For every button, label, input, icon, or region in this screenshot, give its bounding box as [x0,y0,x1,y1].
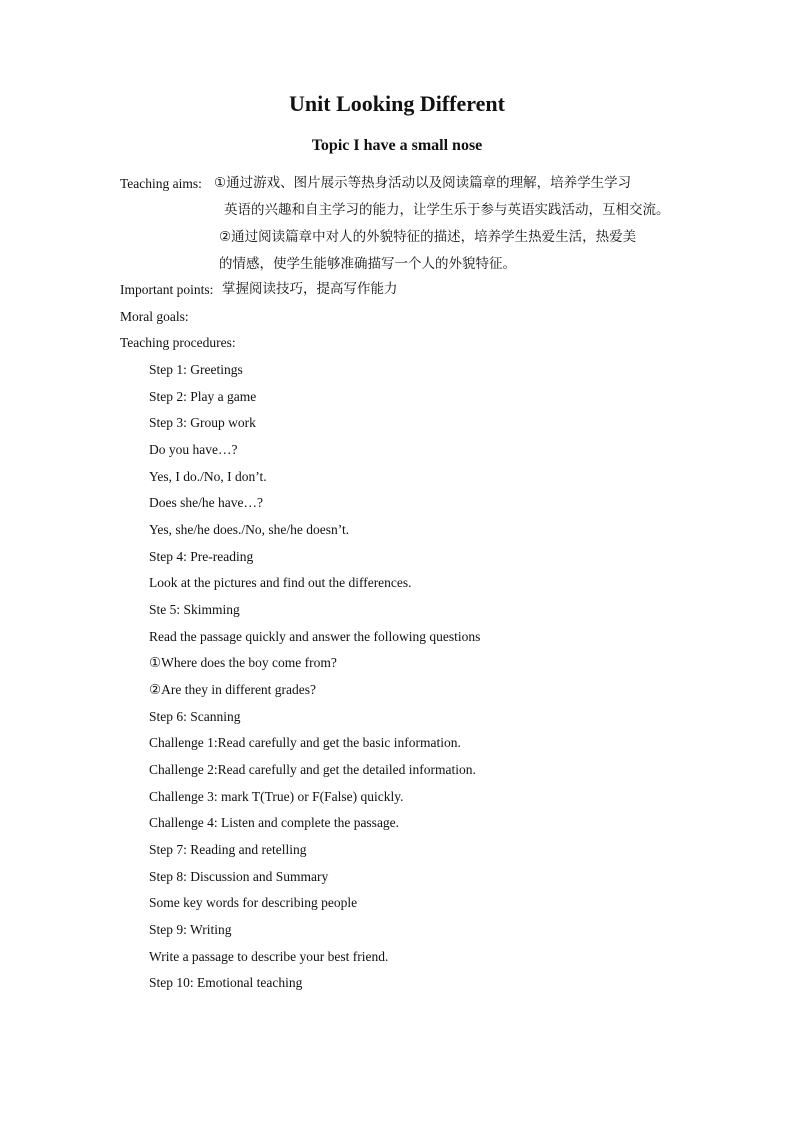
procedure-line: Yes, I do./No, I don’t. [149,469,267,484]
procedure-line: Step 6: Scanning [149,709,241,724]
teaching-aims-label: Teaching aims: [120,176,202,191]
procedure-line: Write a passage to describe your best friend. [149,949,389,964]
teaching-aims-line: 英语的兴趣和自主学习的能力，让学生乐于参与英语实践活动，互相交流。 [224,202,670,218]
procedure-line: Step 8: Discussion and Summary [149,869,329,884]
important-points-text: 掌握阅读技巧，提高写作能力 [222,281,398,297]
procedure-line: Step 4: Pre-reading [149,549,254,564]
procedure-line: Look at the pictures and find out the differences. [149,575,412,590]
procedure-line: Step 1: Greetings [149,362,243,377]
moral-goals-label: Moral goals: [120,309,189,324]
procedure-line: Challenge 3: mark T(True) or F(False) quickly. [149,789,404,804]
procedure-line: Read the passage quickly and answer the following questions [149,629,481,644]
document-title: Unit Looking Different [289,91,505,116]
procedure-line: ②Are they in different grades? [149,682,317,697]
procedure-line: Step 9: Writing [149,922,232,937]
procedure-line: Does she/he have…? [149,495,263,510]
teaching-procedures-label: Teaching procedures: [120,335,236,350]
procedure-line: Step 10: Emotional teaching [149,975,303,990]
procedure-line: ①Where does the boy come from? [149,655,337,670]
procedure-line: Challenge 1:Read carefully and get the basic information. [149,735,461,750]
important-points-label: Important points: [120,282,214,297]
procedure-line: Step 7: Reading and retelling [149,842,307,857]
procedure-line: Step 2: Play a game [149,389,257,404]
procedure-line: Challenge 4: Listen and complete the passage. [149,815,400,830]
teaching-aims-line: ②通过阅读篇章中对人的外貌特征的描述，培养学生热爱生活，热爱美 [219,229,637,245]
procedure-line: Do you have…? [149,442,238,457]
procedure-line: Challenge 2:Read carefully and get the detailed information. [149,762,476,777]
procedure-line: Step 3: Group work [149,415,256,430]
procedure-line: Ste 5: Skimming [149,602,240,617]
procedure-line: Yes, she/he does./No, she/he doesn’t. [149,522,350,537]
procedure-line: Some key words for describing people [149,895,358,910]
teaching-aims-line: 的情感，使学生能够准确描写一个人的外貌特征。 [219,256,516,272]
teaching-aims-line: ①通过游戏、图片展示等热身活动以及阅读篇章的理解，培养学生学习 [214,175,632,191]
document-subtitle: Topic I have a small nose [311,137,483,154]
